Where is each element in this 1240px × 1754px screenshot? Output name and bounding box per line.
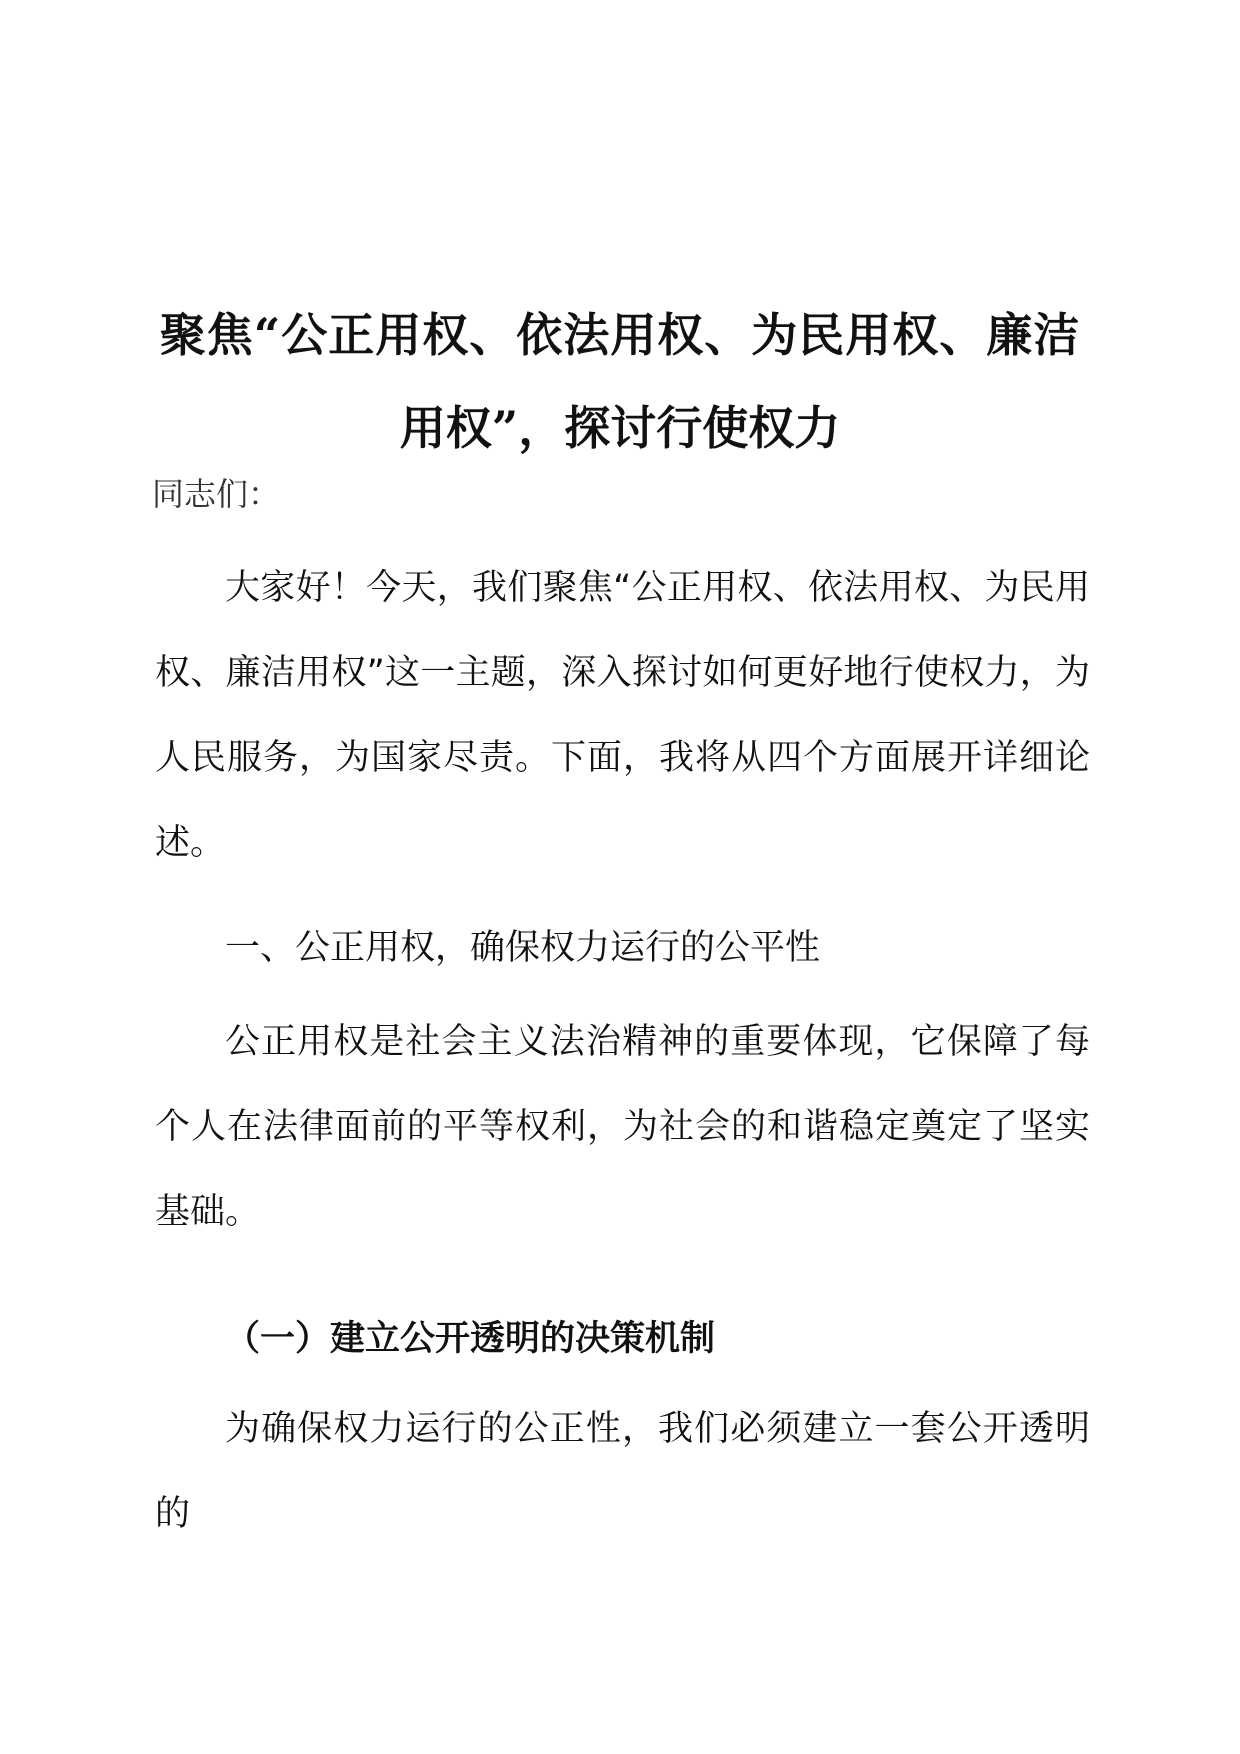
intro-paragraph: 大家好！今天，我们聚焦“公正用权、依法用权、为民用权、廉洁用权”这一主题，深入探讨如何更好地行使权力，为人民服务，为国家尽责。下面，我将从四个方面展开详细论述。 <box>155 568 1090 863</box>
section-1-paragraph: 公正用权是社会主义法治精神的重要体现，它保障了每个人在法律面前的平等权利，为社会的和谐稳定奠定了坚实基础。 <box>155 1022 1090 1232</box>
salutation: 同志们： <box>152 475 281 513</box>
document-title-line-2: 用权”，探讨行使权力 <box>399 401 841 455</box>
subsection-heading-1: （一）建立公开透明的决策机制 <box>225 1319 716 1359</box>
section-heading-1: 一、公正用权，确保权力运行的公平性 <box>225 928 821 968</box>
subsection-1-paragraph: 为确保权力运行的公正性，我们必须建立一套公开透明的 <box>155 1409 1090 1534</box>
document-title-line-1: 聚焦“公正用权、依法用权、为民用权、廉洁 <box>159 308 1081 362</box>
